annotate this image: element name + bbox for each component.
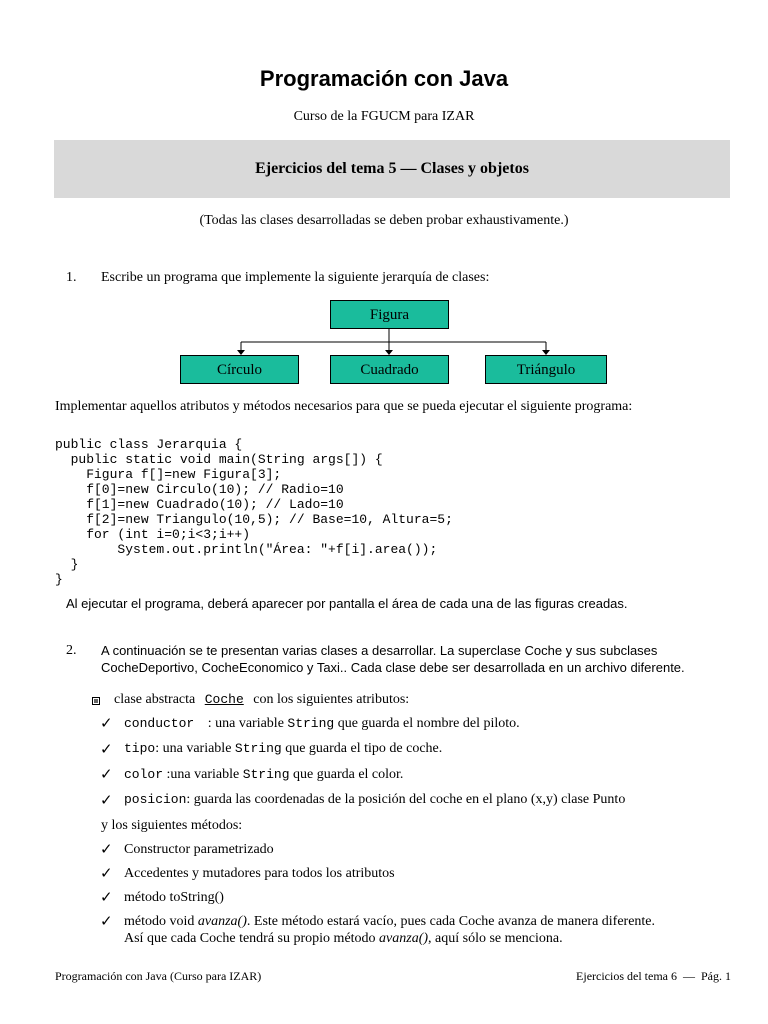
code-line: f[1]=new Cuadrado(10); // Lado=10 xyxy=(55,497,344,512)
footer-left: Programación con Java (Curso para IZAR) xyxy=(55,969,262,983)
attribute-type: String xyxy=(242,767,290,782)
check-icon: ✓ xyxy=(100,714,113,732)
exercise-1-number: 1. xyxy=(66,270,77,285)
attribute-desc: :una variable xyxy=(163,767,243,782)
box-circulo: Círculo xyxy=(180,355,299,384)
after-code-text: Al ejecutar el programa, deberá aparecer por pantalla el área de cada una de las figuras creadas. xyxy=(66,596,628,611)
coche-class-name: Coche xyxy=(204,692,244,707)
method-item-avanza xyxy=(124,914,655,930)
abstract-pre: clase abstracta xyxy=(114,692,196,707)
diagram-connectors xyxy=(0,0,768,400)
check-icon: ✓ xyxy=(100,840,113,858)
attribute-desc2: que guarda el color. xyxy=(289,767,404,782)
avanza-line2-pre: Así que cada Coche tendrá su propio método xyxy=(124,931,380,946)
attribute-item xyxy=(124,792,625,808)
avanza-method-name: avanza() xyxy=(197,914,247,929)
note: (Todas las clases desarrolladas se deben probar exhaustivamente.) xyxy=(199,213,569,228)
method-item: Constructor parametrizado xyxy=(124,842,274,857)
code-line: } xyxy=(55,557,79,572)
attribute-name: tipo xyxy=(124,741,156,756)
attribute-name: conductor xyxy=(124,716,195,731)
abstract-post: con los siguientes atributos: xyxy=(253,692,410,707)
methods-intro: y los siguientes métodos: xyxy=(101,818,243,833)
method-item-avanza-line2 xyxy=(124,931,563,947)
code-line: } xyxy=(55,572,63,587)
attribute-type: String xyxy=(287,716,335,731)
check-icon: ✓ xyxy=(100,740,113,758)
check-icon: ✓ xyxy=(100,888,113,906)
check-icon: ✓ xyxy=(100,765,113,783)
attribute-item xyxy=(124,741,442,757)
check-icon: ✓ xyxy=(100,912,113,930)
attribute-item xyxy=(124,767,403,783)
square-bullet-icon xyxy=(92,697,100,705)
exercise-2-number: 2. xyxy=(66,643,77,658)
code-line: System.out.println("Área: "+f[i].area()); xyxy=(55,542,438,557)
code-line: f[2]=new Triangulo(10,5); // Base=10, Altura=5; xyxy=(55,512,453,527)
implement-text: Implementar aquellos atributos y métodos necesarios para que se pueda ejecutar el siguiente programa: xyxy=(55,399,633,414)
check-icon: ✓ xyxy=(100,864,113,882)
attribute-name: posicion xyxy=(124,792,187,807)
code-line: public class Jerarquia { xyxy=(55,437,243,452)
code-line: Figura f[]=new Figura[3]; xyxy=(55,467,282,482)
attribute-item xyxy=(124,716,520,732)
avanza-post: . Este método estará vacío, pues cada Coche avanza de manera diferente. xyxy=(246,914,656,929)
attribute-desc2: que guarda el nombre del piloto. xyxy=(334,716,520,731)
attribute-name: color xyxy=(124,767,164,782)
exercise-2-line1: A continuación se te presentan varias clases a desarrollar. La superclase Coche y sus subclases xyxy=(101,643,658,658)
code-line: for (int i=0;i<3;i++) xyxy=(55,527,251,542)
check-icon: ✓ xyxy=(100,791,113,809)
footer-right: Ejercicios del tema 6 — Pág. 1 xyxy=(576,969,731,983)
abstract-class-line xyxy=(114,692,409,708)
method-item: método toString() xyxy=(124,890,224,905)
method-item: Accedentes y mutadores para todos los atributos xyxy=(124,866,395,881)
avanza-pre: método void xyxy=(124,914,198,929)
exercise-1-text: Escribe un programa que implemente la siguiente jerarquía de clases: xyxy=(101,270,490,285)
attribute-desc: : una variable xyxy=(204,716,288,731)
box-figura: Figura xyxy=(330,300,449,329)
avanza-line2-method-name: avanza() xyxy=(379,931,429,946)
attribute-desc2: que guarda el tipo de coche. xyxy=(281,741,443,756)
page-subtitle: Curso de la FGUCM para IZAR xyxy=(293,109,475,124)
code-line: f[0]=new Circulo(10); // Radio=10 xyxy=(55,482,344,497)
avanza-line2-post: , aquí sólo se menciona. xyxy=(428,931,563,946)
attribute-desc: : una variable xyxy=(155,741,235,756)
box-triangulo: Triángulo xyxy=(485,355,607,384)
page-title: Programación con Java xyxy=(259,66,509,91)
banner-title: Ejercicios del tema 5 — Clases y objetos xyxy=(255,160,529,177)
attribute-desc: : guarda las coordenadas de la posición del coche en el plano (x,y) clase Punto xyxy=(186,792,626,807)
attribute-type: String xyxy=(234,741,282,756)
code-line: public static void main(String args[]) { xyxy=(55,452,383,467)
exercise-2-line2: CocheDeportivo, CocheEconomico y Taxi.. Cada clase debe ser desarrollada en un archivo diferente. xyxy=(101,660,685,675)
box-cuadrado: Cuadrado xyxy=(330,355,449,384)
